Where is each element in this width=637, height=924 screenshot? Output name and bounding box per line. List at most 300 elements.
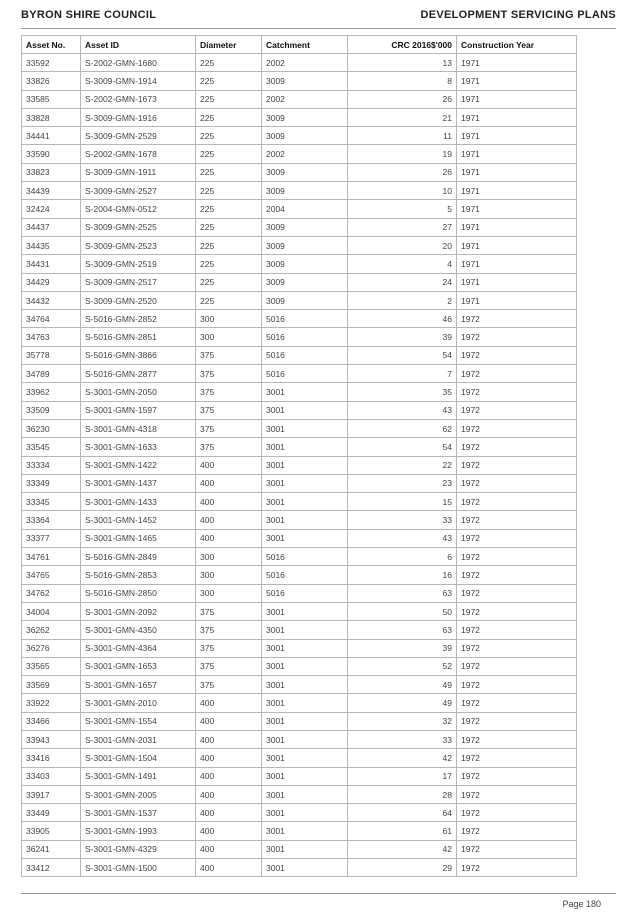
table-row [22,859,577,877]
catchment-cell: 3009 [262,72,348,90]
asset-no-cell: 34435 [22,236,81,254]
asset-id-cell: S-3009-GMN-1911 [81,163,196,181]
catchment-cell: 3001 [262,401,348,419]
asset-id-cell: S-5016-GMN-2877 [81,365,196,383]
table-row [22,163,577,181]
table-row [22,511,577,529]
crc-cell: 43 [348,401,457,419]
diameter-cell: 225 [196,236,262,254]
asset-id-cell: S-3009-GMN-2520 [81,291,196,309]
year-cell: 1972 [457,804,577,822]
crc-cell: 54 [348,438,457,456]
asset-table [21,35,577,877]
diameter-cell: 375 [196,657,262,675]
diameter-cell: 400 [196,859,262,877]
asset-no-cell: 33509 [22,401,81,419]
catchment-cell: 3009 [262,182,348,200]
crc-cell: 19 [348,145,457,163]
table-row [22,657,577,675]
asset-id-cell: S-3001-GMN-1437 [81,474,196,492]
asset-id-cell: S-3001-GMN-1500 [81,859,196,877]
col-asset-id: Asset ID [81,36,196,54]
diameter-cell: 400 [196,493,262,511]
year-cell: 1971 [457,163,577,181]
asset-id-cell: S-3001-GMN-2010 [81,694,196,712]
asset-id-cell: S-5016-GMN-3866 [81,346,196,364]
crc-cell: 20 [348,236,457,254]
year-cell: 1972 [457,419,577,437]
asset-no-cell: 33592 [22,54,81,72]
col-construction-year: Construction Year [457,36,577,54]
crc-cell: 62 [348,419,457,437]
table-row [22,602,577,620]
year-cell: 1972 [457,822,577,840]
diameter-cell: 225 [196,108,262,126]
crc-cell: 49 [348,694,457,712]
catchment-cell: 5016 [262,365,348,383]
diameter-cell: 225 [196,163,262,181]
table-row [22,401,577,419]
catchment-cell: 3001 [262,840,348,858]
year-cell: 1971 [457,200,577,218]
crc-cell: 61 [348,822,457,840]
crc-cell: 28 [348,785,457,803]
diameter-cell: 400 [196,511,262,529]
year-cell: 1971 [457,218,577,236]
catchment-cell: 3001 [262,767,348,785]
catchment-cell: 3001 [262,621,348,639]
asset-no-cell: 33349 [22,474,81,492]
asset-no-cell: 33922 [22,694,81,712]
year-cell: 1972 [457,401,577,419]
asset-id-cell: S-2002-GMN-1678 [81,145,196,163]
table-row [22,730,577,748]
crc-cell: 35 [348,383,457,401]
diameter-cell: 400 [196,474,262,492]
asset-id-cell: S-3009-GMN-1914 [81,72,196,90]
table-header-row [22,36,577,54]
asset-no-cell: 33917 [22,785,81,803]
year-cell: 1972 [457,456,577,474]
asset-no-cell: 33826 [22,72,81,90]
year-cell: 1972 [457,694,577,712]
year-cell: 1972 [457,438,577,456]
table-row [22,548,577,566]
diameter-cell: 375 [196,419,262,437]
year-cell: 1972 [457,749,577,767]
table-row [22,474,577,492]
table-row [22,456,577,474]
catchment-cell: 5016 [262,310,348,328]
crc-cell: 2 [348,291,457,309]
diameter-cell: 225 [196,255,262,273]
asset-id-cell: S-3001-GMN-1597 [81,401,196,419]
asset-no-cell: 33962 [22,383,81,401]
diameter-cell: 225 [196,291,262,309]
asset-no-cell: 33569 [22,676,81,694]
year-cell: 1971 [457,127,577,145]
table-body [22,54,577,877]
asset-id-cell: S-5016-GMN-2852 [81,310,196,328]
crc-cell: 39 [348,328,457,346]
table-row [22,676,577,694]
catchment-cell: 2002 [262,145,348,163]
asset-no-cell: 36241 [22,840,81,858]
table-row [22,419,577,437]
table-row [22,712,577,730]
diameter-cell: 375 [196,621,262,639]
diameter-cell: 375 [196,346,262,364]
year-cell: 1971 [457,145,577,163]
diameter-cell: 400 [196,840,262,858]
catchment-cell: 5016 [262,584,348,602]
year-cell: 1972 [457,584,577,602]
asset-id-cell: S-3001-GMN-2005 [81,785,196,803]
document-title: DEVELOPMENT SERVICING PLANS [420,9,616,21]
catchment-cell: 3001 [262,456,348,474]
catchment-cell: 3009 [262,291,348,309]
year-cell: 1972 [457,346,577,364]
asset-id-cell: S-2002-GMN-1680 [81,54,196,72]
table-row [22,822,577,840]
catchment-cell: 3009 [262,218,348,236]
table-row [22,218,577,236]
asset-id-cell: S-5016-GMN-2849 [81,548,196,566]
table-row [22,108,577,126]
diameter-cell: 400 [196,785,262,803]
diameter-cell: 300 [196,328,262,346]
asset-id-cell: S-3001-GMN-4318 [81,419,196,437]
asset-id-cell: S-5016-GMN-2850 [81,584,196,602]
asset-no-cell: 33412 [22,859,81,877]
catchment-cell: 3009 [262,163,348,181]
year-cell: 1972 [457,310,577,328]
col-asset-no: Asset No. [22,36,81,54]
crc-cell: 27 [348,218,457,236]
crc-cell: 64 [348,804,457,822]
catchment-cell: 3001 [262,419,348,437]
asset-no-cell: 33345 [22,493,81,511]
year-cell: 1972 [457,840,577,858]
table-row [22,767,577,785]
asset-no-cell: 33364 [22,511,81,529]
crc-cell: 24 [348,273,457,291]
crc-cell: 42 [348,840,457,858]
asset-no-cell: 33449 [22,804,81,822]
crc-cell: 63 [348,584,457,602]
asset-no-cell: 32424 [22,200,81,218]
council-name: BYRON SHIRE COUNCIL [21,9,157,21]
asset-no-cell: 34432 [22,291,81,309]
catchment-cell: 3009 [262,273,348,291]
table-row [22,127,577,145]
table-row [22,493,577,511]
diameter-cell: 375 [196,383,262,401]
asset-no-cell: 34789 [22,365,81,383]
crc-cell: 46 [348,310,457,328]
year-cell: 1971 [457,90,577,108]
asset-no-cell: 33585 [22,90,81,108]
catchment-cell: 3001 [262,383,348,401]
asset-id-cell: S-3009-GMN-2517 [81,273,196,291]
diameter-cell: 400 [196,456,262,474]
catchment-cell: 5016 [262,328,348,346]
catchment-cell: 3001 [262,749,348,767]
asset-id-cell: S-3009-GMN-2519 [81,255,196,273]
asset-no-cell: 33403 [22,767,81,785]
catchment-cell: 3001 [262,785,348,803]
year-cell: 1972 [457,602,577,620]
table-row [22,255,577,273]
crc-cell: 33 [348,511,457,529]
catchment-cell: 3001 [262,511,348,529]
asset-id-cell: S-3001-GMN-1993 [81,822,196,840]
diameter-cell: 300 [196,584,262,602]
table-row [22,310,577,328]
crc-cell: 23 [348,474,457,492]
asset-no-cell: 34439 [22,182,81,200]
asset-no-cell: 33905 [22,822,81,840]
table-row [22,54,577,72]
year-cell: 1972 [457,493,577,511]
catchment-cell: 3001 [262,804,348,822]
asset-id-cell: S-3001-GMN-1504 [81,749,196,767]
asset-id-cell: S-3009-GMN-2529 [81,127,196,145]
asset-no-cell: 33565 [22,657,81,675]
asset-id-cell: S-3001-GMN-1465 [81,529,196,547]
year-cell: 1971 [457,255,577,273]
catchment-cell: 3001 [262,474,348,492]
table-row [22,804,577,822]
asset-id-cell: S-3001-GMN-4364 [81,639,196,657]
year-cell: 1971 [457,182,577,200]
catchment-cell: 3001 [262,529,348,547]
asset-id-cell: S-5016-GMN-2853 [81,566,196,584]
diameter-cell: 300 [196,548,262,566]
diameter-cell: 225 [196,54,262,72]
asset-no-cell: 34431 [22,255,81,273]
year-cell: 1972 [457,511,577,529]
asset-no-cell: 34764 [22,310,81,328]
asset-id-cell: S-3001-GMN-1633 [81,438,196,456]
crc-cell: 49 [348,676,457,694]
diameter-cell: 400 [196,804,262,822]
diameter-cell: 375 [196,676,262,694]
diameter-cell: 300 [196,310,262,328]
catchment-cell: 2002 [262,90,348,108]
catchment-cell: 3001 [262,639,348,657]
asset-no-cell: 36276 [22,639,81,657]
header-divider [21,28,616,29]
asset-id-cell: S-3001-GMN-4329 [81,840,196,858]
year-cell: 1972 [457,365,577,383]
table-row [22,291,577,309]
asset-no-cell: 34437 [22,218,81,236]
diameter-cell: 400 [196,694,262,712]
col-diameter: Diameter [196,36,262,54]
diameter-cell: 375 [196,365,262,383]
asset-no-cell: 34762 [22,584,81,602]
page-header [21,9,616,27]
asset-no-cell: 33545 [22,438,81,456]
year-cell: 1971 [457,54,577,72]
asset-id-cell: S-3001-GMN-1422 [81,456,196,474]
catchment-cell: 3001 [262,602,348,620]
asset-no-cell: 35778 [22,346,81,364]
diameter-cell: 225 [196,145,262,163]
year-cell: 1972 [457,767,577,785]
diameter-cell: 400 [196,730,262,748]
catchment-cell: 2002 [262,54,348,72]
catchment-cell: 3001 [262,730,348,748]
asset-no-cell: 34761 [22,548,81,566]
diameter-cell: 225 [196,218,262,236]
year-cell: 1972 [457,566,577,584]
table-row [22,200,577,218]
crc-cell: 15 [348,493,457,511]
crc-cell: 6 [348,548,457,566]
asset-no-cell: 33377 [22,529,81,547]
asset-no-cell: 36230 [22,419,81,437]
table-row [22,346,577,364]
year-cell: 1971 [457,108,577,126]
catchment-cell: 3009 [262,127,348,145]
diameter-cell: 400 [196,822,262,840]
crc-cell: 52 [348,657,457,675]
table-row [22,785,577,803]
col-crc: CRC 2016$'000 [348,36,457,54]
diameter-cell: 400 [196,767,262,785]
year-cell: 1972 [457,548,577,566]
catchment-cell: 3001 [262,859,348,877]
asset-id-cell: S-3009-GMN-2527 [81,182,196,200]
asset-id-cell: S-3001-GMN-2092 [81,602,196,620]
diameter-cell: 225 [196,182,262,200]
crc-cell: 33 [348,730,457,748]
catchment-cell: 3001 [262,493,348,511]
diameter-cell: 400 [196,749,262,767]
diameter-cell: 300 [196,566,262,584]
diameter-cell: 400 [196,712,262,730]
diameter-cell: 375 [196,438,262,456]
catchment-cell: 3001 [262,438,348,456]
asset-no-cell: 33828 [22,108,81,126]
crc-cell: 43 [348,529,457,547]
table-row [22,90,577,108]
asset-id-cell: S-3001-GMN-2031 [81,730,196,748]
crc-cell: 42 [348,749,457,767]
asset-no-cell: 34765 [22,566,81,584]
table-row [22,236,577,254]
asset-no-cell: 33943 [22,730,81,748]
crc-cell: 7 [348,365,457,383]
asset-id-cell: S-5016-GMN-2851 [81,328,196,346]
diameter-cell: 225 [196,200,262,218]
catchment-cell: 5016 [262,346,348,364]
table-row [22,694,577,712]
footer-divider [21,893,616,894]
year-cell: 1972 [457,712,577,730]
asset-id-cell: S-3001-GMN-1537 [81,804,196,822]
diameter-cell: 375 [196,639,262,657]
crc-cell: 4 [348,255,457,273]
crc-cell: 63 [348,621,457,639]
diameter-cell: 375 [196,602,262,620]
diameter-cell: 400 [196,529,262,547]
asset-no-cell: 33334 [22,456,81,474]
crc-cell: 32 [348,712,457,730]
asset-id-cell: S-2004-GMN-0512 [81,200,196,218]
crc-cell: 11 [348,127,457,145]
table-row [22,621,577,639]
crc-cell: 50 [348,602,457,620]
table-row [22,182,577,200]
asset-no-cell: 34429 [22,273,81,291]
catchment-cell: 5016 [262,548,348,566]
catchment-cell: 3009 [262,255,348,273]
crc-cell: 54 [348,346,457,364]
diameter-cell: 225 [196,72,262,90]
crc-cell: 17 [348,767,457,785]
crc-cell: 16 [348,566,457,584]
year-cell: 1972 [457,785,577,803]
catchment-cell: 2004 [262,200,348,218]
asset-no-cell: 34004 [22,602,81,620]
crc-cell: 39 [348,639,457,657]
asset-no-cell: 33590 [22,145,81,163]
crc-cell: 5 [348,200,457,218]
catchment-cell: 5016 [262,566,348,584]
asset-id-cell: S-2002-GMN-1673 [81,90,196,108]
year-cell: 1971 [457,291,577,309]
year-cell: 1971 [457,273,577,291]
asset-id-cell: S-3001-GMN-4350 [81,621,196,639]
catchment-cell: 3001 [262,676,348,694]
table-row [22,639,577,657]
year-cell: 1972 [457,730,577,748]
asset-id-cell: S-3001-GMN-1433 [81,493,196,511]
year-cell: 1972 [457,657,577,675]
asset-id-cell: S-3001-GMN-2050 [81,383,196,401]
table-row [22,584,577,602]
col-catchment: Catchment [262,36,348,54]
year-cell: 1972 [457,474,577,492]
year-cell: 1972 [457,676,577,694]
table-row [22,328,577,346]
table-row [22,438,577,456]
asset-id-cell: S-3009-GMN-2525 [81,218,196,236]
catchment-cell: 3009 [262,236,348,254]
asset-no-cell: 33416 [22,749,81,767]
crc-cell: 8 [348,72,457,90]
crc-cell: 22 [348,456,457,474]
asset-id-cell: S-3009-GMN-2523 [81,236,196,254]
year-cell: 1972 [457,859,577,877]
table-row [22,365,577,383]
asset-no-cell: 33466 [22,712,81,730]
diameter-cell: 225 [196,90,262,108]
diameter-cell: 225 [196,127,262,145]
year-cell: 1972 [457,529,577,547]
table-row [22,749,577,767]
catchment-cell: 3001 [262,694,348,712]
diameter-cell: 225 [196,273,262,291]
year-cell: 1971 [457,236,577,254]
asset-no-cell: 36262 [22,621,81,639]
asset-no-cell: 34441 [22,127,81,145]
table-row [22,72,577,90]
table-row [22,529,577,547]
